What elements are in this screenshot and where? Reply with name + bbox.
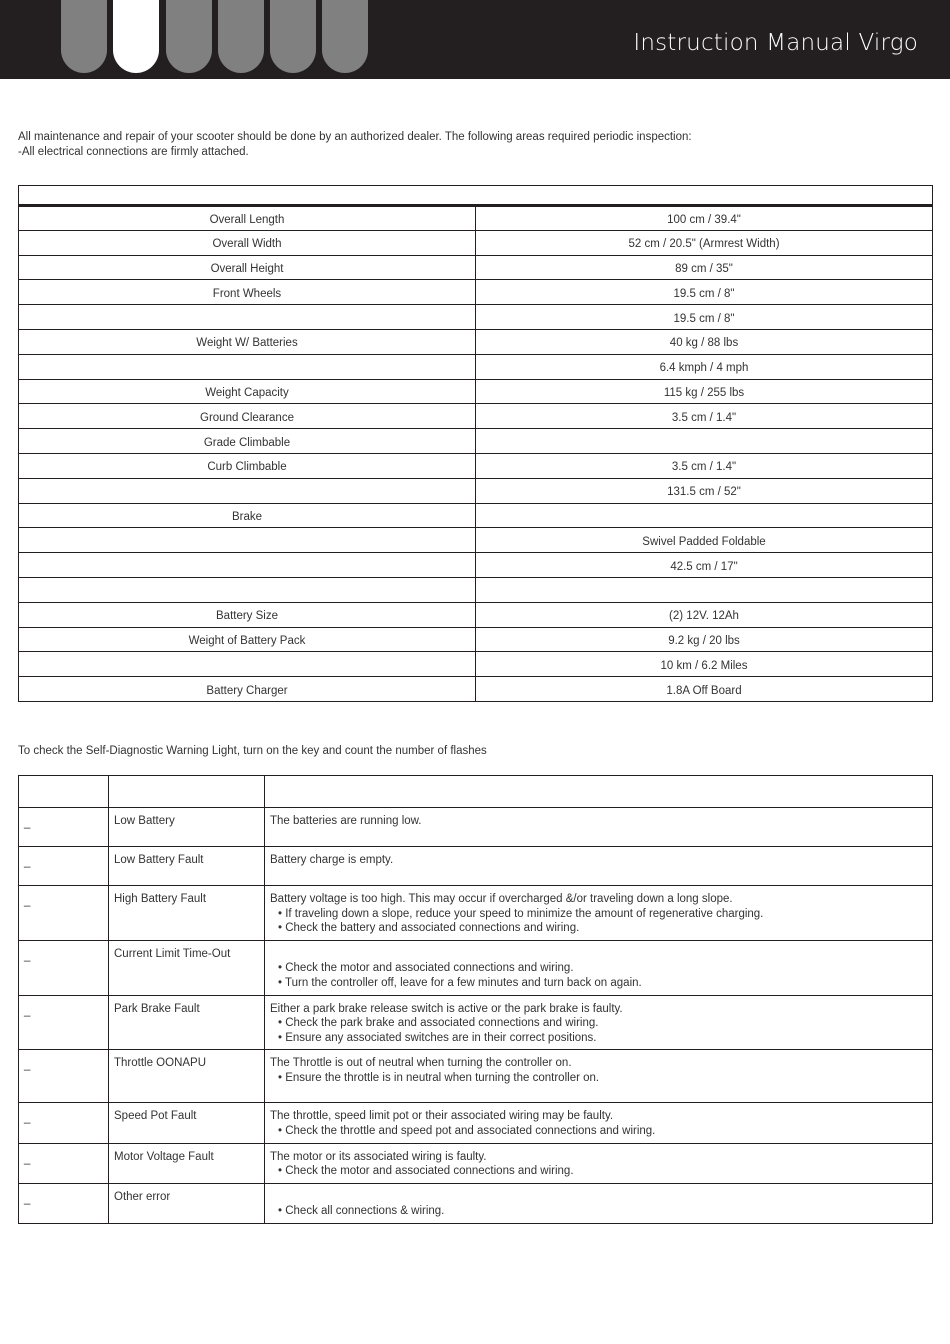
spec-value bbox=[476, 503, 933, 528]
spec-row bbox=[19, 453, 933, 478]
spec-label: Curb Climbable bbox=[19, 453, 476, 478]
spec-value bbox=[476, 429, 933, 454]
specifications-table bbox=[18, 185, 933, 702]
spec-header-cell bbox=[19, 186, 933, 206]
spec-header-row bbox=[19, 186, 933, 206]
diag-header-fault bbox=[109, 776, 265, 808]
spec-row bbox=[19, 602, 933, 627]
spec-value: 42.5 cm / 17" bbox=[476, 553, 933, 578]
spec-value: 52 cm / 20.5" (Armrest Width) bbox=[476, 230, 933, 255]
spec-value: 6.4 kmph / 4 mph bbox=[476, 354, 933, 379]
spec-row bbox=[19, 627, 933, 652]
spec-label bbox=[19, 528, 476, 553]
diag-description-text bbox=[270, 1190, 927, 1205]
spec-label: Grade Climbable bbox=[19, 429, 476, 454]
diag-description-text: Battery charge is empty. bbox=[270, 854, 394, 866]
diag-bullet: • Turn the controller off, leave for a few minutes and turn back on again. bbox=[278, 976, 642, 989]
section-tab-5[interactable] bbox=[270, 0, 316, 73]
spec-value: 1.8A Off Board bbox=[476, 677, 933, 702]
diag-flash-count: _ bbox=[19, 1183, 109, 1223]
spec-row bbox=[19, 255, 933, 280]
diag-fault-name: Low Battery Fault bbox=[109, 847, 265, 886]
diag-fault-name: Park Brake Fault bbox=[109, 995, 265, 1050]
spec-row bbox=[19, 553, 933, 578]
spec-label: Brake bbox=[19, 503, 476, 528]
spec-label: Weight W/ Batteries bbox=[19, 329, 476, 354]
diag-flash-count: _ bbox=[19, 847, 109, 886]
maintenance-intro bbox=[18, 130, 928, 160]
intro-line-1: All maintenance and repair of your scooter should be done by an authorized dealer. The following areas required periodic inspection: bbox=[18, 131, 692, 143]
spec-label: Weight of Battery Pack bbox=[19, 627, 476, 652]
spec-row bbox=[19, 503, 933, 528]
diag-bullet: • Check the battery and associated connections and wiring. bbox=[278, 922, 580, 935]
diag-bullet: • If traveling down a slope, reduce your speed to minimize the amount of regenerative charging. bbox=[278, 907, 764, 920]
spec-value: 115 kg / 255 lbs bbox=[476, 379, 933, 404]
spec-value: (2) 12V. 12Ah bbox=[476, 602, 933, 627]
spec-label bbox=[19, 354, 476, 379]
diag-description bbox=[265, 940, 933, 995]
diag-fault-name: High Battery Fault bbox=[109, 886, 265, 941]
intro-line-2: -All electrical connections are firmly attached. bbox=[18, 146, 249, 158]
spec-label: Overall Length bbox=[19, 206, 476, 231]
diag-flash-count: _ bbox=[19, 808, 109, 847]
diag-row bbox=[19, 808, 933, 847]
diag-row bbox=[19, 886, 933, 941]
spec-row bbox=[19, 354, 933, 379]
diag-description bbox=[265, 847, 933, 886]
diag-description-text: The throttle, speed limit pot or their associated wiring may be faulty. bbox=[270, 1110, 614, 1123]
section-tab-1[interactable] bbox=[61, 0, 107, 73]
diag-fault-name: Speed Pot Fault bbox=[109, 1103, 265, 1143]
diag-bullet: • Check the motor and associated connections and wiring. bbox=[278, 1165, 574, 1178]
section-tab-6[interactable] bbox=[322, 0, 368, 73]
diag-row bbox=[19, 940, 933, 995]
spec-label: Overall Width bbox=[19, 230, 476, 255]
spec-row bbox=[19, 280, 933, 305]
diagnostic-intro: To check the Self-Diagnostic Warning Light, turn on the key and count the number of flashes bbox=[18, 745, 487, 757]
diag-description-text: The batteries are running low. bbox=[270, 815, 422, 827]
diag-description bbox=[265, 1103, 933, 1143]
spec-value: 3.5 cm / 1.4" bbox=[476, 453, 933, 478]
diag-header-description bbox=[265, 776, 933, 808]
spec-value: 19.5 cm / 8" bbox=[476, 280, 933, 305]
spec-row bbox=[19, 652, 933, 677]
section-tab-3[interactable] bbox=[166, 0, 212, 73]
spec-label: Weight Capacity bbox=[19, 379, 476, 404]
diag-fault-name: Other error bbox=[109, 1183, 265, 1223]
spec-value bbox=[476, 577, 933, 602]
spec-label: Battery Size bbox=[19, 602, 476, 627]
diag-fault-name: Low Battery bbox=[109, 808, 265, 847]
diag-description-text: The motor or its associated wiring is faulty. bbox=[270, 1150, 487, 1163]
spec-value: 40 kg / 88 lbs bbox=[476, 329, 933, 354]
diag-bullet: • Ensure any associated switches are in their correct positions. bbox=[278, 1031, 597, 1044]
spec-row bbox=[19, 677, 933, 702]
spec-row bbox=[19, 528, 933, 553]
spec-label bbox=[19, 577, 476, 602]
spec-row bbox=[19, 230, 933, 255]
diag-flash-count: _ bbox=[19, 940, 109, 995]
diag-description-text: Battery voltage is too high. This may occur if overcharged &/or traveling down a long slope. bbox=[270, 893, 733, 905]
diag-row bbox=[19, 1103, 933, 1143]
diag-fault-name: Throttle OONAPU bbox=[109, 1050, 265, 1103]
spec-value: 9.2 kg / 20 lbs bbox=[476, 627, 933, 652]
spec-value: 19.5 cm / 8" bbox=[476, 305, 933, 330]
diag-row bbox=[19, 995, 933, 1050]
spec-label: Battery Charger bbox=[19, 677, 476, 702]
spec-row bbox=[19, 404, 933, 429]
spec-value: 10 km / 6.2 Miles bbox=[476, 652, 933, 677]
diag-description bbox=[265, 808, 933, 847]
spec-label: Ground Clearance bbox=[19, 404, 476, 429]
diag-flash-count: _ bbox=[19, 1103, 109, 1143]
spec-row bbox=[19, 429, 933, 454]
spec-label: Overall Height bbox=[19, 255, 476, 280]
spec-value: Swivel Padded Foldable bbox=[476, 528, 933, 553]
diag-description bbox=[265, 1143, 933, 1183]
spec-row bbox=[19, 329, 933, 354]
diag-fault-name: Motor Voltage Fault bbox=[109, 1143, 265, 1183]
section-tab-4[interactable] bbox=[218, 0, 264, 73]
spec-label bbox=[19, 553, 476, 578]
diag-description bbox=[265, 1050, 933, 1103]
diag-description bbox=[265, 886, 933, 941]
spec-label bbox=[19, 478, 476, 503]
diag-description bbox=[265, 995, 933, 1050]
spec-label bbox=[19, 305, 476, 330]
diag-description-text: The Throttle is out of neutral when turning the controller on. bbox=[270, 1057, 572, 1070]
section-tab-2-active[interactable] bbox=[113, 0, 159, 73]
spec-value: 89 cm / 35" bbox=[476, 255, 933, 280]
diag-description-text: Either a park brake release switch is active or the park brake is faulty. bbox=[270, 1002, 623, 1015]
diag-flash-count: _ bbox=[19, 995, 109, 1050]
diag-row bbox=[19, 1050, 933, 1103]
diag-fault-name: Current Limit Time-Out bbox=[109, 940, 265, 995]
spec-value: 131.5 cm / 52" bbox=[476, 478, 933, 503]
diag-header-row bbox=[19, 776, 933, 808]
spec-row bbox=[19, 577, 933, 602]
diag-flash-count: _ bbox=[19, 1050, 109, 1103]
spec-row bbox=[19, 206, 933, 231]
spec-label: Front Wheels bbox=[19, 280, 476, 305]
diag-description bbox=[265, 1183, 933, 1223]
spec-row bbox=[19, 379, 933, 404]
spec-label bbox=[19, 652, 476, 677]
diag-flash-count: _ bbox=[19, 1143, 109, 1183]
diag-row bbox=[19, 1183, 933, 1223]
diag-header-flashes bbox=[19, 776, 109, 808]
page-header bbox=[0, 0, 950, 79]
diag-description-text bbox=[270, 947, 927, 962]
diag-row bbox=[19, 1143, 933, 1183]
spec-value: 100 cm / 39.4" bbox=[476, 206, 933, 231]
diag-flash-count: _ bbox=[19, 886, 109, 941]
diag-bullet: • Ensure the throttle is in neutral when turning the controller on. bbox=[278, 1071, 600, 1084]
diag-bullet: • Check all connections & wiring. bbox=[278, 1205, 445, 1218]
diag-row bbox=[19, 847, 933, 886]
diag-bullet: • Check the park brake and associated connections and wiring. bbox=[278, 1017, 599, 1030]
diagnostic-table bbox=[18, 775, 933, 1224]
spec-row bbox=[19, 305, 933, 330]
diag-bullet: • Check the motor and associated connections and wiring. bbox=[278, 962, 574, 975]
spec-row bbox=[19, 478, 933, 503]
spec-value: 3.5 cm / 1.4" bbox=[476, 404, 933, 429]
document-title: Instruction Manual Virgo bbox=[633, 30, 918, 56]
diag-bullet: • Check the throttle and speed pot and associated connections and wiring. bbox=[278, 1124, 656, 1137]
